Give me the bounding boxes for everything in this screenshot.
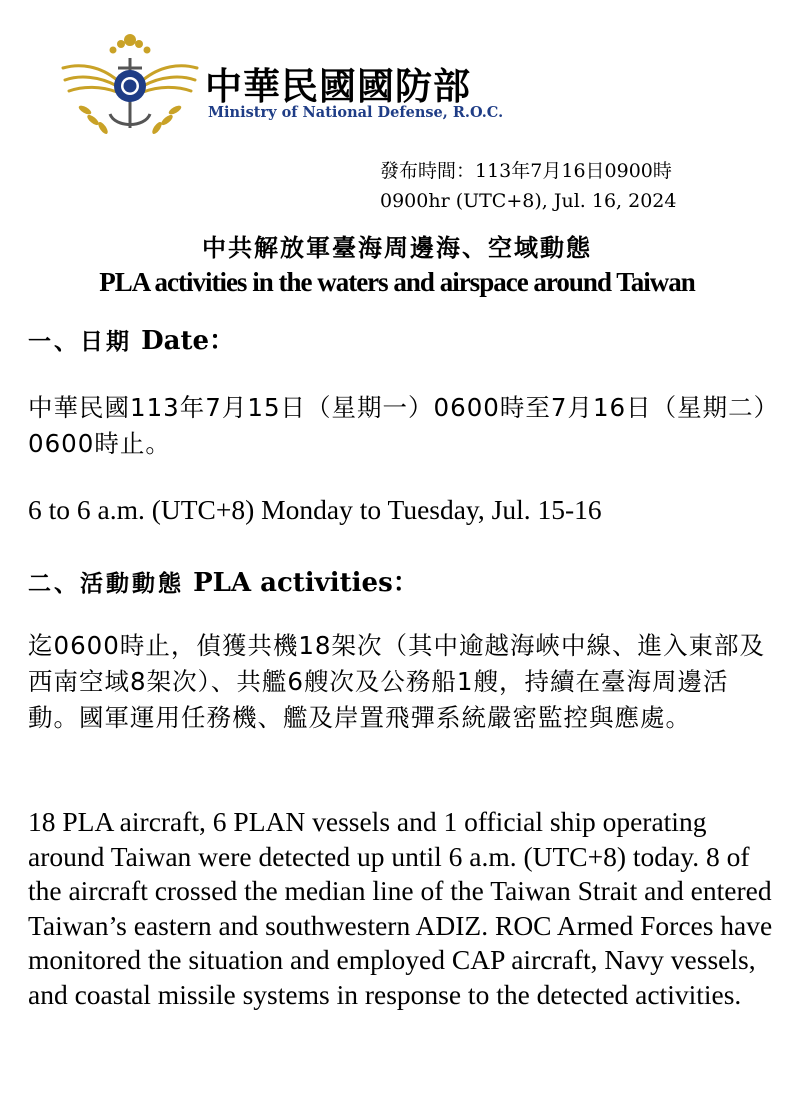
ministry-name-zh: 中華民國國防部 bbox=[205, 65, 471, 108]
release-time-zh: 發布時間：113年7月16日0900時 bbox=[380, 160, 672, 182]
page-header bbox=[55, 28, 515, 143]
document-title-en: PLA activities in the waters and airspace around Taiwan bbox=[99, 267, 695, 297]
activities-body-en: 18 PLA aircraft, 6 PLAN vessels and 1 official ship operating around Taiwan were detected up until 6 a.m. (UTC+8) today. 8 of the aircraft crossed the median line of the Taiwan Strait and entered Taiwan’s eastern and southwestern ADIZ. ROC Armed Forces have monitored the situation and employed CAP aircraft, Navy vessels, and coastal missile systems in response to the detected activities. bbox=[28, 806, 773, 1010]
section-date-heading-en: Date： bbox=[141, 326, 236, 356]
section-activities-heading-en: PLA activities： bbox=[193, 568, 419, 598]
document-title-zh: 中共解放軍臺海周邊海、空域動態 bbox=[202, 234, 592, 262]
section-activities-heading-zh: 二、活動動態 bbox=[28, 571, 184, 597]
release-time bbox=[380, 156, 676, 216]
date-body-zh: 中華民國113年7月15日（星期一）0600時至7月16日（星期二）0600時止。 bbox=[28, 393, 767, 458]
release-time-en: 0900hr (UTC+8), Jul. 16, 2024 bbox=[380, 190, 677, 212]
section-activities-heading bbox=[28, 562, 419, 599]
activities-body-zh: 迄0600時止，偵獲共機18架次（其中逾越海峽中線、進入東部及西南空域8架次）、共艦6艘次及公務船1艘，持續在臺海周邊活動。國軍運用任務機、艦及岸置飛彈系統嚴密監控與應處。 bbox=[28, 631, 766, 732]
section-date-heading bbox=[28, 320, 235, 357]
section-date-heading-zh: 一、日期 bbox=[28, 329, 132, 355]
mnd-emblem-icon bbox=[55, 28, 205, 140]
ministry-name-en: Ministry of National Defense, R.O.C. bbox=[208, 104, 504, 121]
date-body-en: 6 to 6 a.m. (UTC+8) Monday to Tuesday, Jul. 15-16 bbox=[28, 494, 602, 525]
